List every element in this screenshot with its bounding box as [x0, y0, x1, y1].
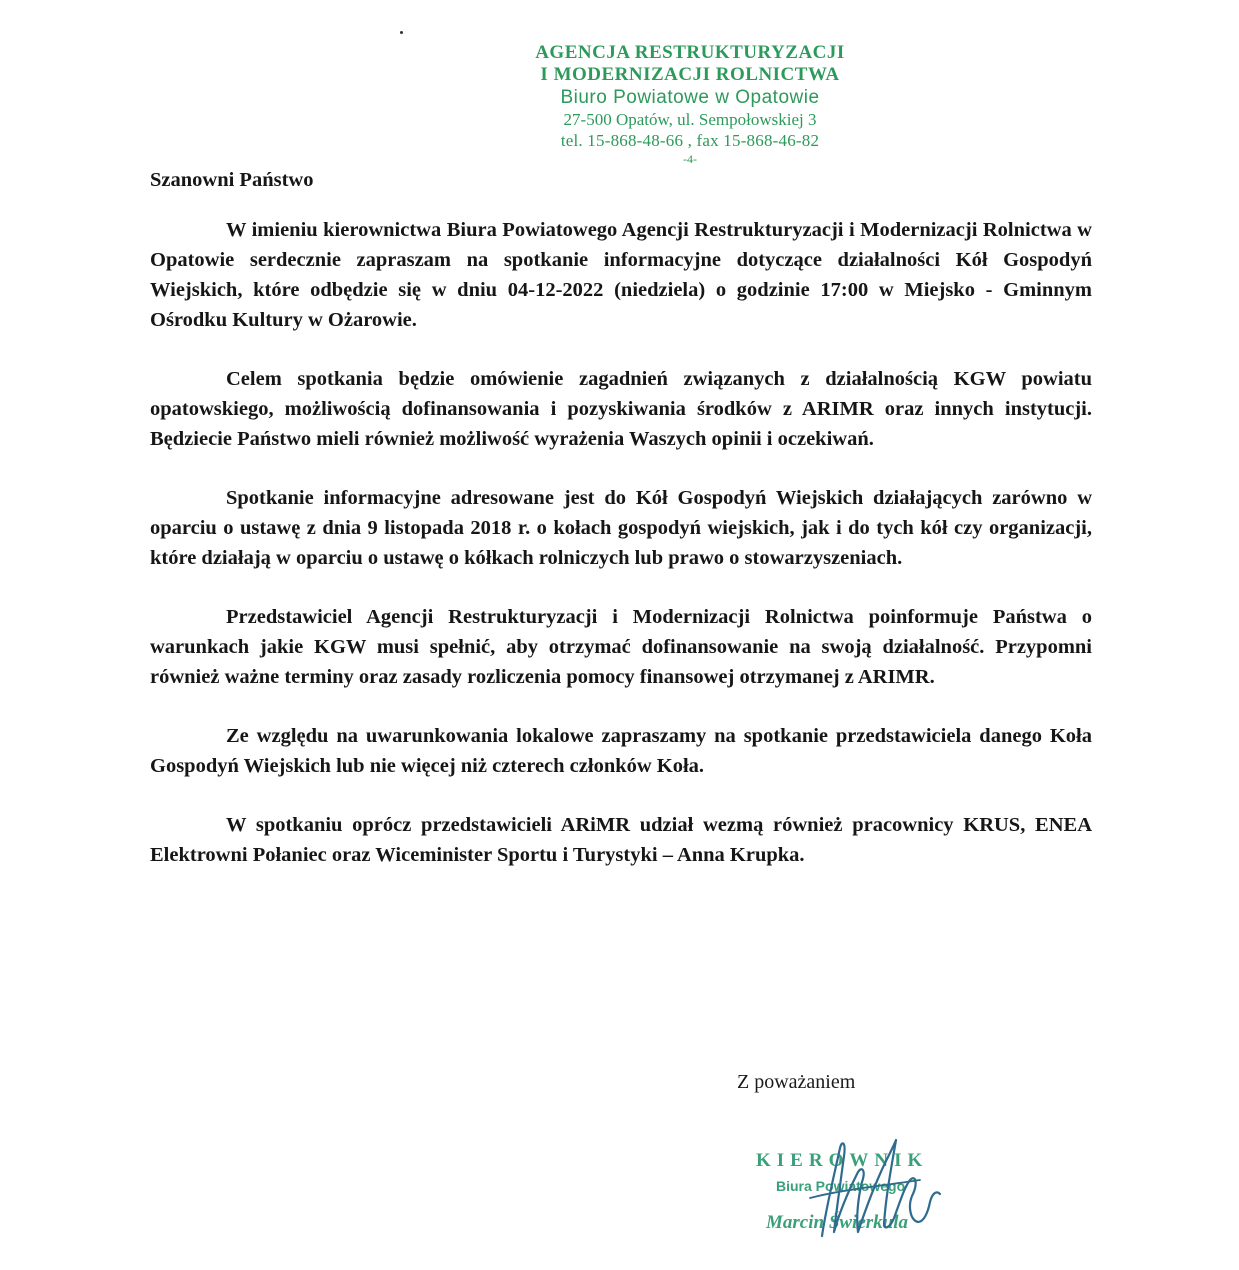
- paragraph-guests: W spotkaniu oprócz przedstawicieli ARiMR udział wezmą również pracownicy KRUS, ENEA Elektrowni Połaniec oraz Wiceminister Sportu i Turystyki – Anna Krupka.: [150, 814, 1092, 866]
- stamp-number: -4-: [683, 152, 697, 166]
- stamp-org-line-2: I MODERNIZACJI ROLNICTWA: [540, 64, 840, 85]
- paragraph-purpose: Celem spotkania będzie omówienie zagadnień związanych z działalnością KGW powiatu opatowskiego, możliwością dofinansowania i pozyskiwania środków z ARIMR oraz innych instytucji. Będziecie Państwo mieli również możliwość wyrażenia Waszych opinii i oczekiwań.: [150, 368, 1092, 450]
- stamp-address: 27-500 Opatów, ul. Sempołowskiej 3: [563, 110, 817, 129]
- greeting: Szanowni Państwo: [150, 169, 314, 191]
- stamp-org-line-1: AGENCJA RESTRUKTURYZACJI: [535, 42, 845, 63]
- stamp-office: Biuro Powiatowe w Opatowie: [560, 87, 820, 108]
- letter-body: [150, 165, 1092, 899]
- paragraph-information: Przedstawiciel Agencji Restrukturyzacji i Modernizacji Rolnictwa poinformuje Państwa o warunkach jakie KGW musi spełnić, aby otrzymać dofinansowanie na swoją działalność. Przypomni również ważne terminy oraz zasady rozliczenia pomocy finansowej otrzymanej z ARIMR.: [150, 606, 1092, 688]
- stamp-phone: tel. 15-868-48-66 , fax 15-868-46-82: [560, 131, 820, 150]
- signature-stamp-office: Biura Powiatowego: [776, 1178, 906, 1194]
- closing: Z poważaniem: [737, 1071, 856, 1093]
- paragraph-attendance: Ze względu na uwarunkowania lokalowe zapraszamy na spotkanie przedstawiciela danego Koła Gospodyń Wiejskich lub nie więcej niż czterech członków Koła.: [150, 725, 1092, 777]
- signature-stamp-title: KIEROWNIK: [756, 1150, 929, 1171]
- signature-stamp-name: Marcin Świerkula: [766, 1212, 909, 1233]
- header-stamp: [490, 42, 890, 166]
- paragraph-audience: Spotkanie informacyjne adresowane jest do Kół Gospodyń Wiejskich działających zarówno w oparciu o ustawę z dnia 9 listopada 2018 r. o kołach gospodyń wiejskich, jak i do tych kół czy organizacji, które działają w oparciu o ustawę o kółkach rolniczych lub prawo o stowarzyszeniach.: [150, 487, 1092, 569]
- handwritten-signature: [800, 1128, 950, 1248]
- scan-speck: [400, 31, 403, 34]
- paragraph-invitation: W imieniu kierownictwa Biura Powiatowego Agencji Restrukturyzacji i Modernizacji Rolnictwa w Opatowie serdecznie zapraszam na spotkanie informacyjne dotyczące działalności Kół Gospodyń Wiejskich, które odbędzie się w dniu 04-12-2022 (niedziela) o godzinie 17:00 w Miejsko - Gminnym Ośrodku Kultury w Ożarowie.: [150, 219, 1092, 331]
